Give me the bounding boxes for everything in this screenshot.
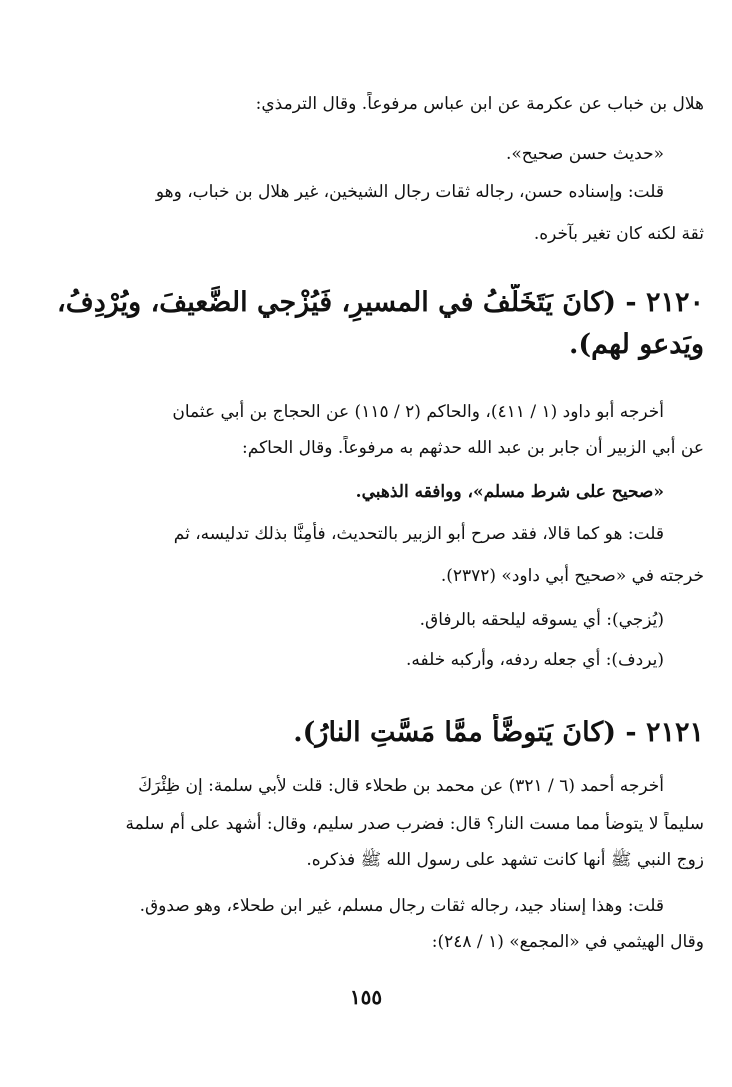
text-line-8: عن أبي الزبير أن جابر بن عبد الله حدثهم به مرفوعاً. وقال الحاكم:	[242, 438, 704, 458]
text-line-13: (يردف): أي جعله ردفه، وأركبه خلفه.	[405, 650, 664, 670]
text-line-11: خرجته في «صحيح أبي داود» (٢٣٧٢).	[440, 566, 704, 586]
hadith-heading-2120-line-2: ويَدعو لهم).	[569, 329, 704, 360]
text-line-1: هلال بن خباب عن عكرمة عن ابن عباس مرفوعاً. وقال الترمذي:	[255, 94, 704, 114]
text-line-4: ثقة لكنه كان تغير بآخره.	[533, 224, 704, 244]
text-line-19: وقال الهيثمي في «المجمع» (١ / ٢٤٨):	[431, 932, 704, 952]
hadith-heading-2120-line-1: ٢١٢٠ - (كانَ يَتَخَلَّفُ في المسيرِ، فَيُزْجي الضَّعيفَ، ويُرْدِفُ،	[57, 287, 704, 318]
text-line-15: أخرجه أحمد (٦ / ٣٢١) عن محمد بن طحلاء قال: قلت لأبي سلمة: إن ظِئْرَكَ	[138, 776, 664, 796]
text-line-7: أخرجه أبو داود (١ / ٤١١)، والحاكم (٢ / ١١٥) عن الحجاج بن أبي عثمان	[172, 402, 664, 422]
text-line-2: «حديث حسن صحيح».	[506, 144, 664, 164]
text-line-10: قلت: هو كما قالا، فقد صرح أبو الزبير بالتحديث، فأمِنَّا بذلك تدليسه، ثم	[173, 524, 664, 544]
text-line-17: زوج النبي ﷺ أنها كانت تشهد على رسول الله ﷺ فذكره.	[306, 850, 704, 870]
hadith-heading-2121: ٢١٢١ - (كانَ يَتوضَّأُ ممَّا مَسَّتِ النارُ).	[293, 717, 704, 748]
text-line-12: (يُزجي): أي يسوقه ليلحقه بالرفاق.	[419, 610, 664, 630]
text-line-9: «صحيح على شرط مسلم»، ووافقه الذهبي.	[355, 482, 664, 502]
text-line-18: قلت: وهذا إسناد جيد، رجاله ثقات رجال مسلم، غير ابن طحلاء، وهو صدوق.	[139, 896, 664, 916]
text-line-3: قلت: وإسناده حسن، رجاله ثقات رجال الشيخين، غير هلال بن خباب، وهو	[155, 182, 664, 202]
text-line-16: سليماً لا يتوضأ مما مست النار؟ قال: فضرب صدر سليم، وقال: أشهد على أم سلمة	[125, 814, 704, 834]
page-number: ١٥٥	[349, 985, 383, 1009]
